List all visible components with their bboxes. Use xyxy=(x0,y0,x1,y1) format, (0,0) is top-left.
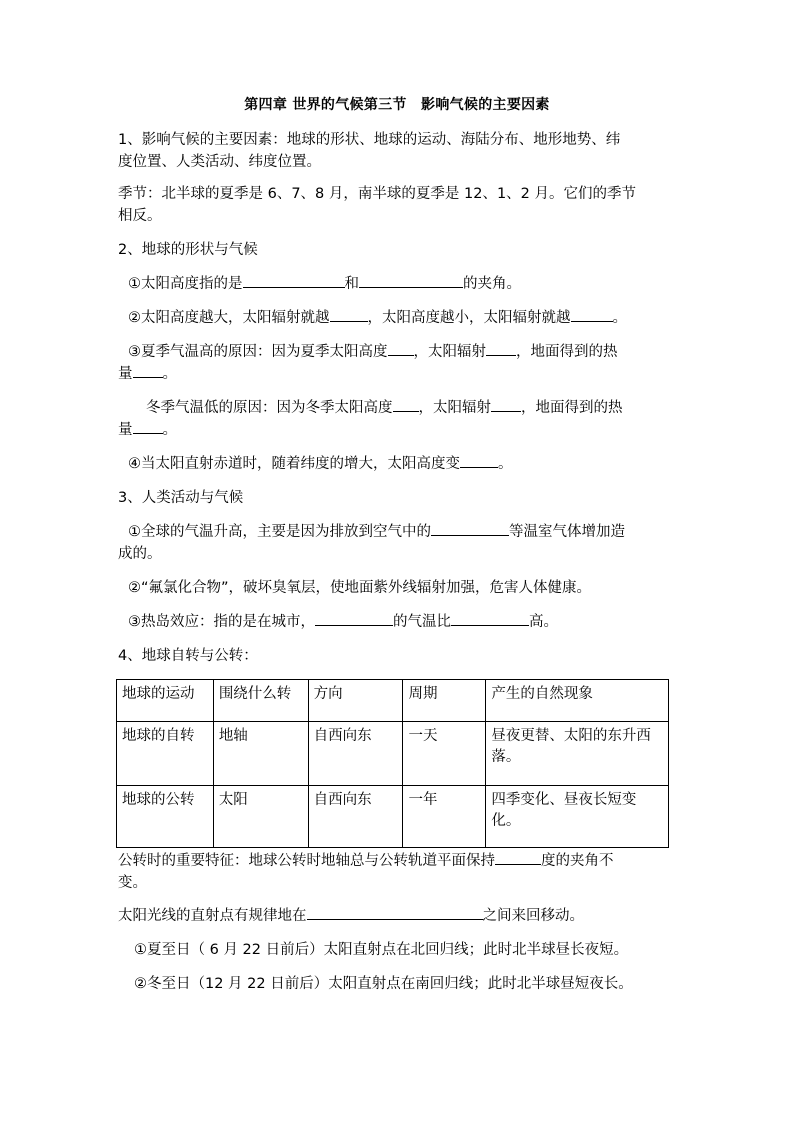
question-text: ③夏季气温高的原因：因为夏季太阳高度 xyxy=(128,344,388,360)
table-cell: 一年 xyxy=(403,786,486,848)
answer-blank[interactable] xyxy=(330,307,368,322)
answer-blank[interactable] xyxy=(133,419,163,434)
answer-blank[interactable] xyxy=(393,397,419,412)
sun-height-definition xyxy=(128,273,688,295)
season-paragraph xyxy=(118,183,678,227)
table-cell: 自西向东 xyxy=(308,786,403,848)
winter-temperature-reason xyxy=(118,397,678,441)
factors-paragraph xyxy=(118,129,678,173)
question-text: 度的夹角不 xyxy=(541,853,614,869)
question-text: 冬季气温低的原因：因为冬季太阳高度 xyxy=(146,400,393,416)
global-warming-question xyxy=(118,521,678,565)
answer-blank[interactable] xyxy=(495,850,541,865)
question-text: ，太阳辐射 xyxy=(418,400,491,416)
question-text: 量 xyxy=(118,366,133,382)
factors-line-1: 1、影响气候的主要因素：地球的形状、地球的运动、海陆分布、地形地势、纬 xyxy=(118,132,621,148)
answer-blank[interactable] xyxy=(359,273,463,288)
winter-solstice: ②冬至日（12 月 22 日前后）太阳直射点在南回归线；此时北半球昼短夜长。 xyxy=(134,976,633,992)
section-3-heading: 3、人类活动与气候 xyxy=(118,490,244,506)
question-text: 太阳光线的直射点有规律地在 xyxy=(118,908,307,924)
question-text: 。 xyxy=(498,456,513,472)
answer-blank[interactable] xyxy=(243,273,345,288)
question-text: 等温室气体增加造 xyxy=(509,524,625,540)
summer-solstice: ①夏至日（ 6 月 22 日前后）太阳直射点在北回归线；此时北半球昼长夜短。 xyxy=(134,942,629,958)
question-text: 和 xyxy=(344,276,359,292)
table-cell: 太阳 xyxy=(213,786,308,848)
answer-blank[interactable] xyxy=(388,341,414,356)
question-text: 。 xyxy=(612,310,627,326)
question-text: 量 xyxy=(118,422,133,438)
sun-height-radiation xyxy=(128,307,708,329)
question-text: 之间来回移动。 xyxy=(482,908,584,924)
revolution-feature xyxy=(118,850,678,894)
table-header-cell: 地球的运动 xyxy=(117,680,214,722)
question-text: 公转时的重要特征：地球公转时地轴总与公转轨道平面保持 xyxy=(118,853,495,869)
answer-blank[interactable] xyxy=(451,611,529,626)
question-text: 高。 xyxy=(529,614,558,630)
question-text: 变。 xyxy=(118,875,147,891)
page-title: 第四章 世界的气候第三节 影响气候的主要因素 xyxy=(244,97,550,113)
question-text: ③热岛效应：指的是在城市， xyxy=(128,614,315,630)
answer-blank[interactable] xyxy=(571,307,613,322)
summer-temperature-reason xyxy=(118,341,678,385)
question-text: 成的。 xyxy=(118,546,162,562)
table-header-cell: 产生的自然现象 xyxy=(486,680,669,722)
answer-blank[interactable] xyxy=(307,905,483,920)
question-text: ①太阳高度指的是 xyxy=(128,276,243,292)
answer-blank[interactable] xyxy=(460,453,498,468)
question-text: ，太阳高度越小，太阳辐射就越 xyxy=(367,310,571,326)
table-cell: 四季变化、昼夜长短变化。 xyxy=(486,786,669,848)
section-4-heading: 4、地球自转与公转： xyxy=(118,648,258,664)
question-text: ①全球的气温升高，主要是因为排放到空气中的 xyxy=(128,524,431,540)
table-cell: 一天 xyxy=(403,722,486,786)
answer-blank[interactable] xyxy=(491,397,521,412)
table-row xyxy=(117,722,669,786)
question-text: ，地面得到的热 xyxy=(516,344,618,360)
table-header-cell: 周期 xyxy=(403,680,486,722)
table-header-row xyxy=(117,680,669,722)
question-text: 。 xyxy=(162,366,177,382)
table-cell: 地球的自转 xyxy=(117,722,214,786)
question-text: 的气温比 xyxy=(393,614,451,630)
cfc-statement: ②“氟氯化合物”，破坏臭氧层，使地面紫外线辐射加强，危害人体健康。 xyxy=(128,580,592,596)
table-cell: 昼夜更替、太阳的东升西落。 xyxy=(486,722,669,786)
answer-blank[interactable] xyxy=(315,611,393,626)
table-row xyxy=(117,786,669,848)
question-text: ②太阳高度越大，太阳辐射就越 xyxy=(128,310,330,326)
direct-point-movement xyxy=(118,905,678,927)
question-text: 。 xyxy=(162,422,177,438)
answer-blank[interactable] xyxy=(431,521,509,536)
section-2-heading: 2、地球的形状与气候 xyxy=(118,242,258,258)
season-line-2: 相反。 xyxy=(118,208,162,224)
question-text: 的夹角。 xyxy=(463,276,521,292)
table-cell: 地轴 xyxy=(213,722,308,786)
table-cell: 地球的公转 xyxy=(117,786,214,848)
factors-line-2: 度位置、人类活动、纬度位置。 xyxy=(118,154,321,170)
table-header-cell: 围绕什么转 xyxy=(213,680,308,722)
answer-blank[interactable] xyxy=(133,363,163,378)
season-line-1: 季节：北半球的夏季是 6、7、8 月，南半球的夏季是 12、1、2 月。它们的季节 xyxy=(118,186,637,202)
table-header-cell: 方向 xyxy=(308,680,403,722)
table-cell: 自西向东 xyxy=(308,722,403,786)
question-text: ，地面得到的热 xyxy=(521,400,623,416)
question-text: ④当太阳直射赤道时，随着纬度的增大，太阳高度变 xyxy=(128,456,460,472)
answer-blank[interactable] xyxy=(486,341,516,356)
equator-sun-height xyxy=(128,453,688,475)
earth-motion-table xyxy=(116,679,669,848)
heat-island-question xyxy=(128,611,688,633)
question-text: ，太阳辐射 xyxy=(413,344,486,360)
